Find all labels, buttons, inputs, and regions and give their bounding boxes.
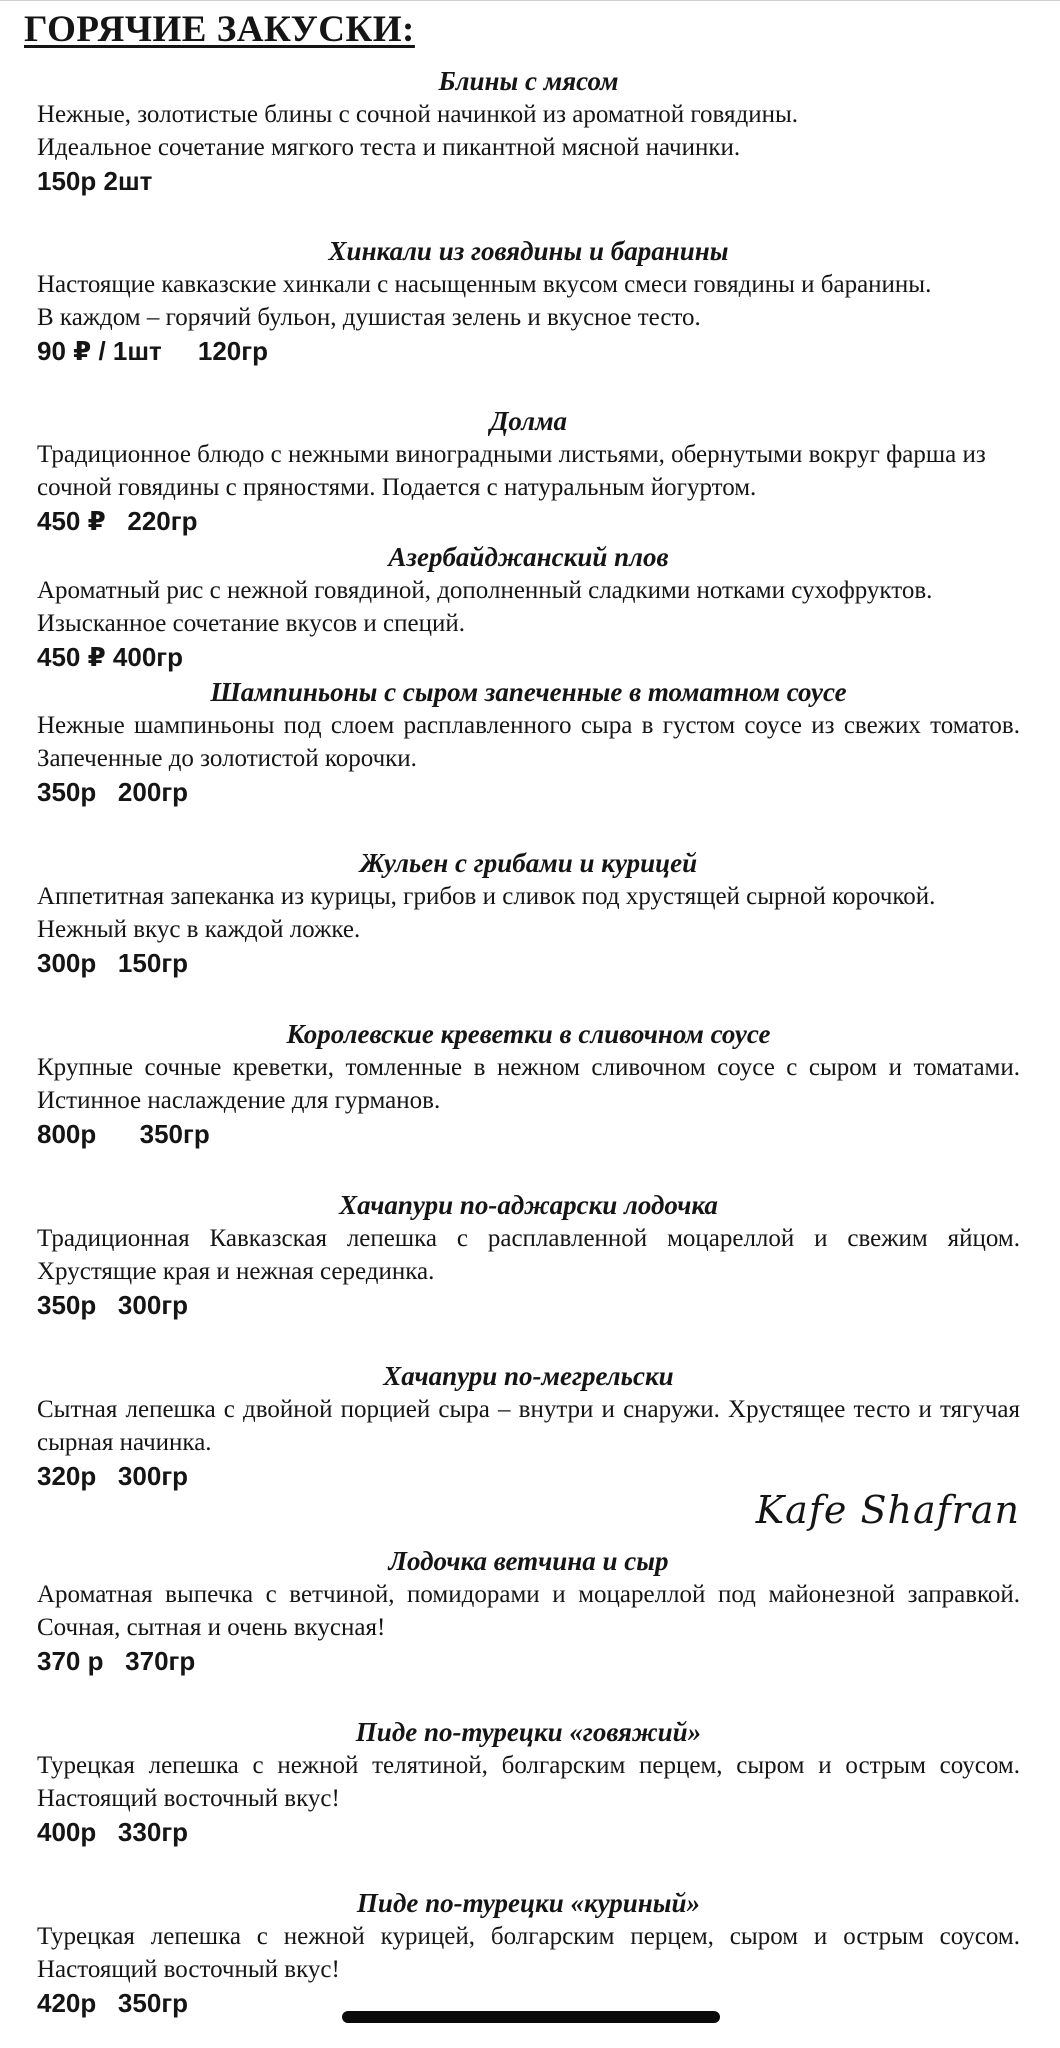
section-title: ГОРЯЧИЕ ЗАКУСКИ: xyxy=(24,9,415,50)
item-description: Ароматный рис с нежной говядиной, дополненный сладкими нотками сухофруктов. Изысканное сочетание вкусов и специй. xyxy=(37,577,933,637)
item-name: Долма xyxy=(489,406,568,436)
item-description: Традиционная Кавказская лепешка с расплавленной моцареллой и свежим яйцом. Хрустящие края и нежная серединка. xyxy=(37,1225,1020,1285)
item-description: Аппетитная запеканка из курицы, грибов и сливок под хрустящей сырной корочкой. Нежный вкус в каждой ложке. xyxy=(37,883,936,943)
item-price: 800р 350гр xyxy=(37,1119,210,1149)
item-description: Турецкая лепешка с нежной телятиной, болгарским перцем, сыром и острым соусом. Настоящий восточный вкус! xyxy=(37,1752,1020,1812)
menu-item-bliny xyxy=(37,64,1020,198)
item-name: Лодочка ветчина и сыр xyxy=(388,1546,669,1576)
menu-item-khachapuri-adjarian xyxy=(37,1188,1020,1322)
item-name: Пиде по-турецки «куриный» xyxy=(356,1888,701,1918)
item-price: 320р 300гр xyxy=(37,1461,189,1491)
item-name: Жульен с грибами и курицей xyxy=(359,848,698,878)
item-price: 350р 200гр xyxy=(37,777,189,807)
item-description: Сытная лепешка с двойной порцией сыра – внутри и снаружи. Хрустящее тесто и тягучая сырная начинка. xyxy=(37,1396,1020,1456)
item-description: Ароматная выпечка с ветчиной, помидорами и моцареллой под майонезной заправкой. Сочная, сытная и очень вкусная! xyxy=(37,1581,1020,1641)
home-indicator-bar[interactable] xyxy=(342,2011,720,2023)
menu-item-khachapuri-megrelian xyxy=(37,1359,1020,1493)
item-name: Пиде по-турецки «говяжий» xyxy=(355,1717,702,1747)
item-price: 90 ₽ / 1шт 120гр xyxy=(37,336,268,366)
menu-item-shrimp xyxy=(37,1017,1020,1151)
menu-item-pide-chicken xyxy=(37,1886,1020,2020)
item-price: 350р 300гр xyxy=(37,1290,189,1320)
menu-item-ham-cheese-boat xyxy=(37,1544,1020,1678)
item-description: Нежные, золотистые блины с сочной начинкой из ароматной говядины. Идеальное сочетание мягкого теста и пикантной мясной начинки. xyxy=(37,101,799,161)
menu-item-champignons xyxy=(37,675,1020,809)
menu-item-pide-beef xyxy=(37,1715,1020,1849)
item-description: Крупные сочные креветки, томленные в нежном сливочном соусе с сыром и томатами. Истинное наслаждение для гурманов. xyxy=(37,1054,1020,1114)
item-price: 400р 330гр xyxy=(37,1817,189,1847)
item-price: 370 р 370гр xyxy=(37,1646,196,1676)
item-description: Настоящие кавказские хинкали с насыщенным вкусом смеси говядины и баранины. В каждом – горячий бульон, душистая зелень и вкусное тесто. xyxy=(37,271,932,331)
item-name: Королевские креветки в сливочном соусе xyxy=(286,1019,771,1049)
item-name: Хачапури по-аджарски лодочка xyxy=(339,1190,718,1220)
item-price: 150р 2шт xyxy=(37,166,153,196)
item-name: Хинкали из говядины и баранины xyxy=(328,236,729,266)
item-name: Хачапури по-мегрельски xyxy=(383,1361,674,1391)
item-price: 450 ₽ 400гр xyxy=(37,642,184,672)
menu-item-julienne xyxy=(37,846,1020,980)
menu-item-khinkali xyxy=(37,234,1020,368)
item-description: Традиционное блюдо с нежными виноградными листьями, обернутыми вокруг фарша из сочной говядины с пряностями. Подается с натуральным йогуртом. xyxy=(37,441,986,501)
cafe-logo: Kafe Shafran xyxy=(755,1488,1020,1532)
menu-item-plov xyxy=(37,540,1020,674)
item-description: Нежные шампиньоны под слоем расплавленного сыра в густом соусе из свежих томатов. Запеченные до золотистой корочки. xyxy=(37,712,1020,772)
menu-item-dolma xyxy=(37,404,1020,538)
item-name: Блины с мясом xyxy=(438,66,619,96)
item-name: Азербайджанский плов xyxy=(388,542,669,572)
item-name: Шампиньоны с сыром запеченные в томатном соусе xyxy=(210,677,847,707)
item-description: Турецкая лепешка с нежной курицей, болгарским перцем, сыром и острым соусом. Настоящий восточный вкус! xyxy=(37,1923,1020,1983)
item-price: 450 ₽ 220гр xyxy=(37,506,198,536)
item-price: 420р 350гр xyxy=(37,1988,189,2018)
item-price: 300р 150гр xyxy=(37,948,189,978)
